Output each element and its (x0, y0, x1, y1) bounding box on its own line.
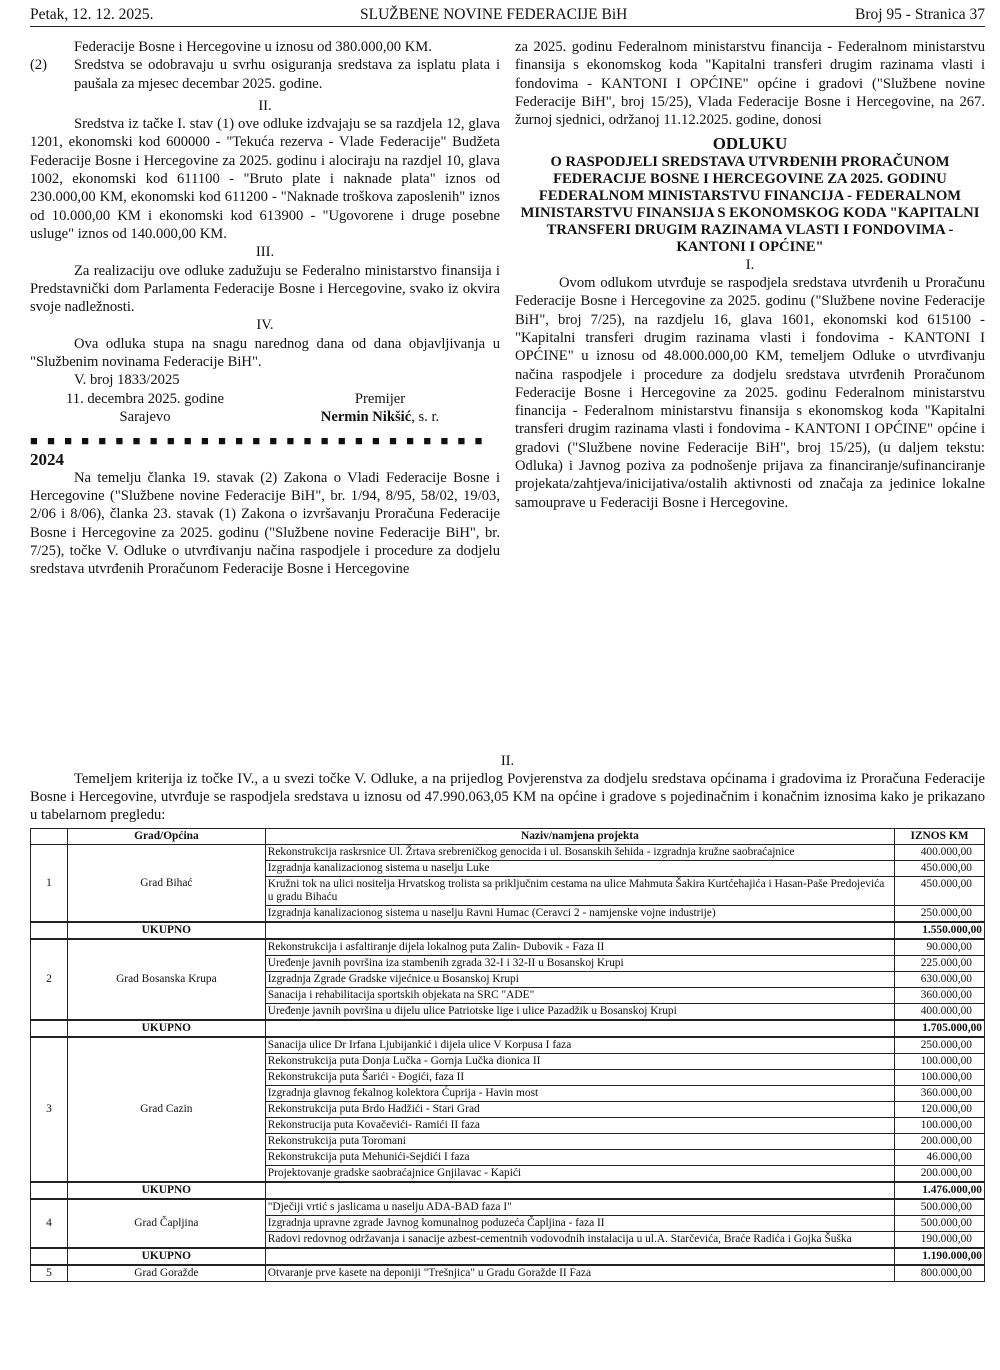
project-amount: 120.000,00 (895, 1102, 985, 1118)
project-name: Izgradnja kanalizacionog sistema u naselju Luke (265, 861, 894, 877)
city-name: Grad Čapljina (67, 1199, 265, 1248)
paragraph: Ovom odlukom utvrđuje se raspodjela sredstava utvrđenih u Proračunu Federacije Bosne i Hercegovine za 2025. godinu ("Službene novine Federacije BiH", broj 7/25), na razdjelu 16, glava 1601, ekonomski kod 615100 - "Kapitalni transferi drugim razinama vlasti i fondovima - KANTONI I OPĆINE" u iznosu od 48.000.000,00 KM, temeljem Odluke o utvrđivanju načina raspodjele i procedure za dodjelu sredstava utvrđenih Proračunom Federacije Bosne i Hercegovine za 2025. godinu Federalnom ministarstvu financija - Federalnom ministarstvu finansija s ekonomskog koda "Kapitalni transferi drugim razinama vlasti i fondovima - KANTONI I OPĆINE" općine i gradovi ("Službene novine Federacije BiH", broj 15/25), (u daljem tekstu: Odluka) i Javnog poziva za podnošenje prijava za financiranje/sufinanciranje projekata/zahtjeva/inicijativa/ostalih aktivnosti od značaja za jedinice lokalne samouprave u Federaciji Bosne i Hercegovine. (515, 275, 985, 511)
project-amount: 100.000,00 (895, 1054, 985, 1070)
table-row (31, 1199, 985, 1216)
item-text: Sredstva se odobravaju u svrhu osiguranja sredstava za isplatu plata i paušala za mjesec decembar 2025. godine. (74, 57, 500, 92)
project-amount: 360.000,00 (895, 988, 985, 1004)
row-number: 1 (31, 845, 68, 923)
row-number: 2 (31, 939, 68, 1020)
empty-cell (31, 1182, 68, 1199)
project-name: "Dječiji vrtić s jaslicama u naselju ADA-BAD faza I" (265, 1199, 894, 1216)
project-name: Otvaranje prve kasete na deponiji "Trešnjica" u Gradu Goražde II Faza (265, 1265, 894, 1282)
empty-cell (31, 1020, 68, 1037)
page-header (30, 4, 985, 27)
project-amount: 250.000,00 (895, 906, 985, 923)
project-name: Rekonstrukcija puta Brdo Hadžići - Stari Grad (265, 1102, 894, 1118)
project-name: Izgradnja glavnog fekalnog kolektora Ćuprija - Havin most (265, 1086, 894, 1102)
project-name: Kružni tok na ulici nositelja Hrvatskog trolista sa priključnim cestama na ulice Mahmuta Šakira Kurtćehajića i Hasan-Paše Predojevića u gradu Bihaću (265, 877, 894, 906)
right-column (515, 38, 985, 512)
project-name: Radovi redovnog održavanja i sanacije azbest-cementnih vodovodnih instalacija u ul.A. Starčevića, Braće Radića i Gojka Šuška (265, 1232, 894, 1249)
total-label: UKUPNO (67, 1182, 265, 1199)
project-amount: 200.000,00 (895, 1134, 985, 1150)
reference-number: V. broj 1833/2025 (74, 372, 180, 389)
decision-place: Sarajevo (119, 408, 171, 425)
empty-cell (265, 922, 894, 939)
table-row (31, 1265, 985, 1282)
project-amount: 630.000,00 (895, 972, 985, 988)
project-amount: 190.000,00 (895, 1232, 985, 1249)
allocation-table (30, 828, 985, 1282)
project-name: Uređenje javnih površina iza stambenih zgrada 32-I i 32-II u Bosanskoj Krupi (265, 956, 894, 972)
project-name: Rekonstrukcija puta Donja Lučka - Gornja Lučka dionica II (265, 1054, 894, 1070)
decision-date: 11. decembra 2025. godine (66, 390, 224, 407)
total-row (31, 1248, 985, 1265)
project-name: Projektovanje gradske saobraćajnice Gnjilavac - Kapići (265, 1166, 894, 1183)
table-row (31, 939, 985, 956)
section-heading: II. (500, 753, 515, 769)
total-row (31, 1182, 985, 1199)
project-name: Rekonstrukcija puta Mehunići-Sejdići I faza (265, 1150, 894, 1166)
decision-subtitle: O RASPODJELI SREDSTAVA UTVRĐENIH PRORAČUNOM FEDERACIJE BOSNE I HERCEGOVINE ZA 2025. GODINU FEDERALNOM MINISTARSTVU FINANCIJA - FEDERALNOM MINISTARSTVU FINANSIJA S EKONOMSKOG KODA "KAPITALNI TRANSFERI DRUGIM RAZINAMA VLASTI I FONDOVIMA - KANTONI I OPĆINE" (520, 153, 980, 255)
signature-block (30, 390, 500, 427)
total-row (31, 1020, 985, 1037)
project-amount: 800.000,00 (895, 1265, 985, 1282)
section-heading: II. (258, 97, 272, 114)
city-name: Grad Bosanska Krupa (67, 939, 265, 1020)
header-project: Naziv/namjena projekta (265, 829, 894, 845)
left-column (30, 38, 500, 579)
header-amount: IZNOS KM (895, 829, 985, 845)
item-number: (2) (30, 57, 48, 74)
project-amount: 250.000,00 (895, 1037, 985, 1054)
total-label: UKUPNO (67, 1248, 265, 1265)
paragraph: Ova odluka stupa na snagu narednog dana od dana objavljivanja u "Službenim novinama Federacije BiH". (30, 335, 500, 371)
signer-name: Nermin Nikšić (320, 408, 412, 425)
paragraph: za 2025. godinu Federalnom ministarstvu financija - Federalnom ministarstvu finansija s ekonomskog koda "Kapitalni transferi drugim razinama vlasti i fondovima - KANTONI I OPĆINE" općine i gradovi ("Službene novine Federacije BiH", broj 15/25), Vlada Federacije Bosne i Hercegovine, na 267. žurnoj sjednici, održanoj 11.12.2025. godine, donosi (515, 39, 985, 129)
row-number: 4 (31, 1199, 68, 1248)
total-amount: 1.550.000,00 (895, 922, 985, 939)
project-amount: 500.000,00 (895, 1199, 985, 1216)
project-amount: 46.000,00 (895, 1150, 985, 1166)
project-name: Sanacija i rehabilitacija sportskih objekata na SRC "ADE" (265, 988, 894, 1004)
project-name: Rekonstrucija puta Kovačevići- Ramići II faza (265, 1118, 894, 1134)
project-name: Rekonstrukcija puta Šarići - Đogići, faza II (265, 1070, 894, 1086)
paragraph: Sredstva iz tačke I. stav (1) ove odluke izdvajaju se sa razdjela 12, glava 1201, ekonomski kod 600000 - "Tekuća rezerva - Vlade Federacije" Budžeta Federacije Bosne i Hercegovine za 2025. godinu i alociraju na razdjel 10, glava 1002, ekonomski kod 611100 - "Bruto plate i naknade plata" iznos od 230.000,00 KM, ekonomski kod 611200 - "Naknade troškova zaposlenih" iznos od 10.000,00 KM i ekonomski kod 613900 - "Ugovorene i druge posebne usluge" iznos od 140.000,00 KM. (30, 116, 500, 242)
project-amount: 450.000,00 (895, 861, 985, 877)
header-city: Grad/Općina (67, 829, 265, 845)
project-amount: 400.000,00 (895, 1004, 985, 1021)
total-amount: 1.476.000,00 (895, 1182, 985, 1199)
city-name: Grad Cazin (67, 1037, 265, 1182)
act-number: 2024 (30, 449, 64, 469)
project-amount: 400.000,00 (895, 845, 985, 861)
project-name: Rekonstrukcija puta Toromani (265, 1134, 894, 1150)
empty-cell (31, 1248, 68, 1265)
row-number: 5 (31, 1265, 68, 1282)
table-header-row (31, 829, 985, 845)
total-amount: 1.190.000,00 (895, 1248, 985, 1265)
empty-cell (265, 1182, 894, 1199)
total-label: UKUPNO (67, 1020, 265, 1037)
total-amount: 1.705.000,00 (895, 1020, 985, 1037)
header-title: SLUŽBENE NOVINE FEDERACIJE BiH (360, 6, 628, 23)
project-name: Izgradnja kanalizacionog sistema u naselju Ravni Humac (Ceravci 2 - namjenske vojne industrije) (265, 906, 894, 923)
section-heading: IV. (256, 317, 274, 334)
project-name: Izgradnja upravne zgrade Javnog komunalnog poduzeća Čapljina - faza II (265, 1216, 894, 1232)
header-number (31, 829, 68, 845)
paragraph: Za realizaciju ove odluke zadužuju se Federalno ministarstvo finansija i Predstavnički dom Parlamenta Federacije Bosne i Hercegovine, svako iz okvira svoje nadležnosti. (30, 262, 500, 316)
header-date: Petak, 12. 12. 2025. (30, 6, 154, 23)
paragraph (30, 56, 500, 93)
project-amount: 90.000,00 (895, 939, 985, 956)
project-name: Sanacija ulice Dr Irfana Ljubijankić i dijela ulice V Korpusa I faza (265, 1037, 894, 1054)
project-amount: 100.000,00 (895, 1118, 985, 1134)
project-amount: 200.000,00 (895, 1166, 985, 1183)
paragraph: Na temelju članka 19. stavak (2) Zakona o Vladi Federacije Bosne i Hercegovine ("Službene novine Federacije BiH", br. 1/94, 8/95, 58/02, 19/03, 2/06 i 8/06), članka 23. stavak (1) Zakona o izvršavanju Proračuna Federacije Bosne i Hercegovine za 2025. godinu ("Službene novine Federacije BiH", br. 7/25), točke V. Odluke o utvrđivanju načina raspodjele i procedure za dodjelu sredstava utvrđenih Proračunom Federacije Bosne i Hercegovine (30, 469, 500, 578)
separator: ■ ■ ■ ■ ■ ■ ■ ■ ■ ■ ■ ■ ■ ■ ■ ■ ■ ■ ■ ■ ■ ■ ■ ■ ■ ■ ■ (30, 433, 486, 449)
signer-role: Premijer (354, 390, 406, 407)
empty-cell (31, 922, 68, 939)
project-amount: 500.000,00 (895, 1216, 985, 1232)
empty-cell (265, 1248, 894, 1265)
project-name: Rekonstrukcija raskrsnice Ul. Žrtava srebreničkog genocida i ul. Bosanskih šehida - izgradnja kružne saobraćajnice (265, 845, 894, 861)
section-heading: III. (255, 244, 275, 261)
city-name: Grad Bihać (67, 845, 265, 923)
project-amount: 225.000,00 (895, 956, 985, 972)
signer-suffix: , s. r. (411, 408, 440, 425)
project-amount: 450.000,00 (895, 877, 985, 906)
header-page: Broj 95 - Stranica 37 (854, 6, 985, 23)
decision-title: ODLUKU (712, 134, 788, 154)
city-name: Grad Goražde (67, 1265, 265, 1282)
paragraph: Federacije Bosne i Hercegovine u iznosu od 380.000,00 KM. (74, 39, 432, 55)
table-row (31, 1037, 985, 1054)
table-row (31, 845, 985, 861)
project-amount: 100.000,00 (895, 1070, 985, 1086)
section-heading: I. (745, 256, 755, 273)
section-two (30, 752, 985, 824)
project-name: Rekonstrukcija i asfaltiranje dijela lokalnog puta Zalin- Dubovik - Faza II (265, 939, 894, 956)
project-name: Uređenje javnih površina u dijelu ulice Patriotske lige i ulice Pazadžik u Bosanskoj Krupi (265, 1004, 894, 1021)
project-amount: 360.000,00 (895, 1086, 985, 1102)
row-number: 3 (31, 1037, 68, 1182)
total-row (31, 922, 985, 939)
empty-cell (265, 1020, 894, 1037)
total-label: UKUPNO (67, 922, 265, 939)
paragraph: Temeljem kriterija iz točke IV., a u svezi točke V. Odluke, a na prijedlog Povjerenstva za dodjelu sredstava općinama i gradovima iz Proračuna Federacije Bosne i Hercegovine, utvrđuje se raspodjela sredstava u iznosu od 47.990.063,05 KM na općine i gradove s pojedinačnim i konačnim iznosima kako je prikazano u tabelarnom pregledu: (30, 771, 985, 823)
project-name: Izgradnja Zgrade Gradske vijećnice u Bosanskoj Krupi (265, 972, 894, 988)
